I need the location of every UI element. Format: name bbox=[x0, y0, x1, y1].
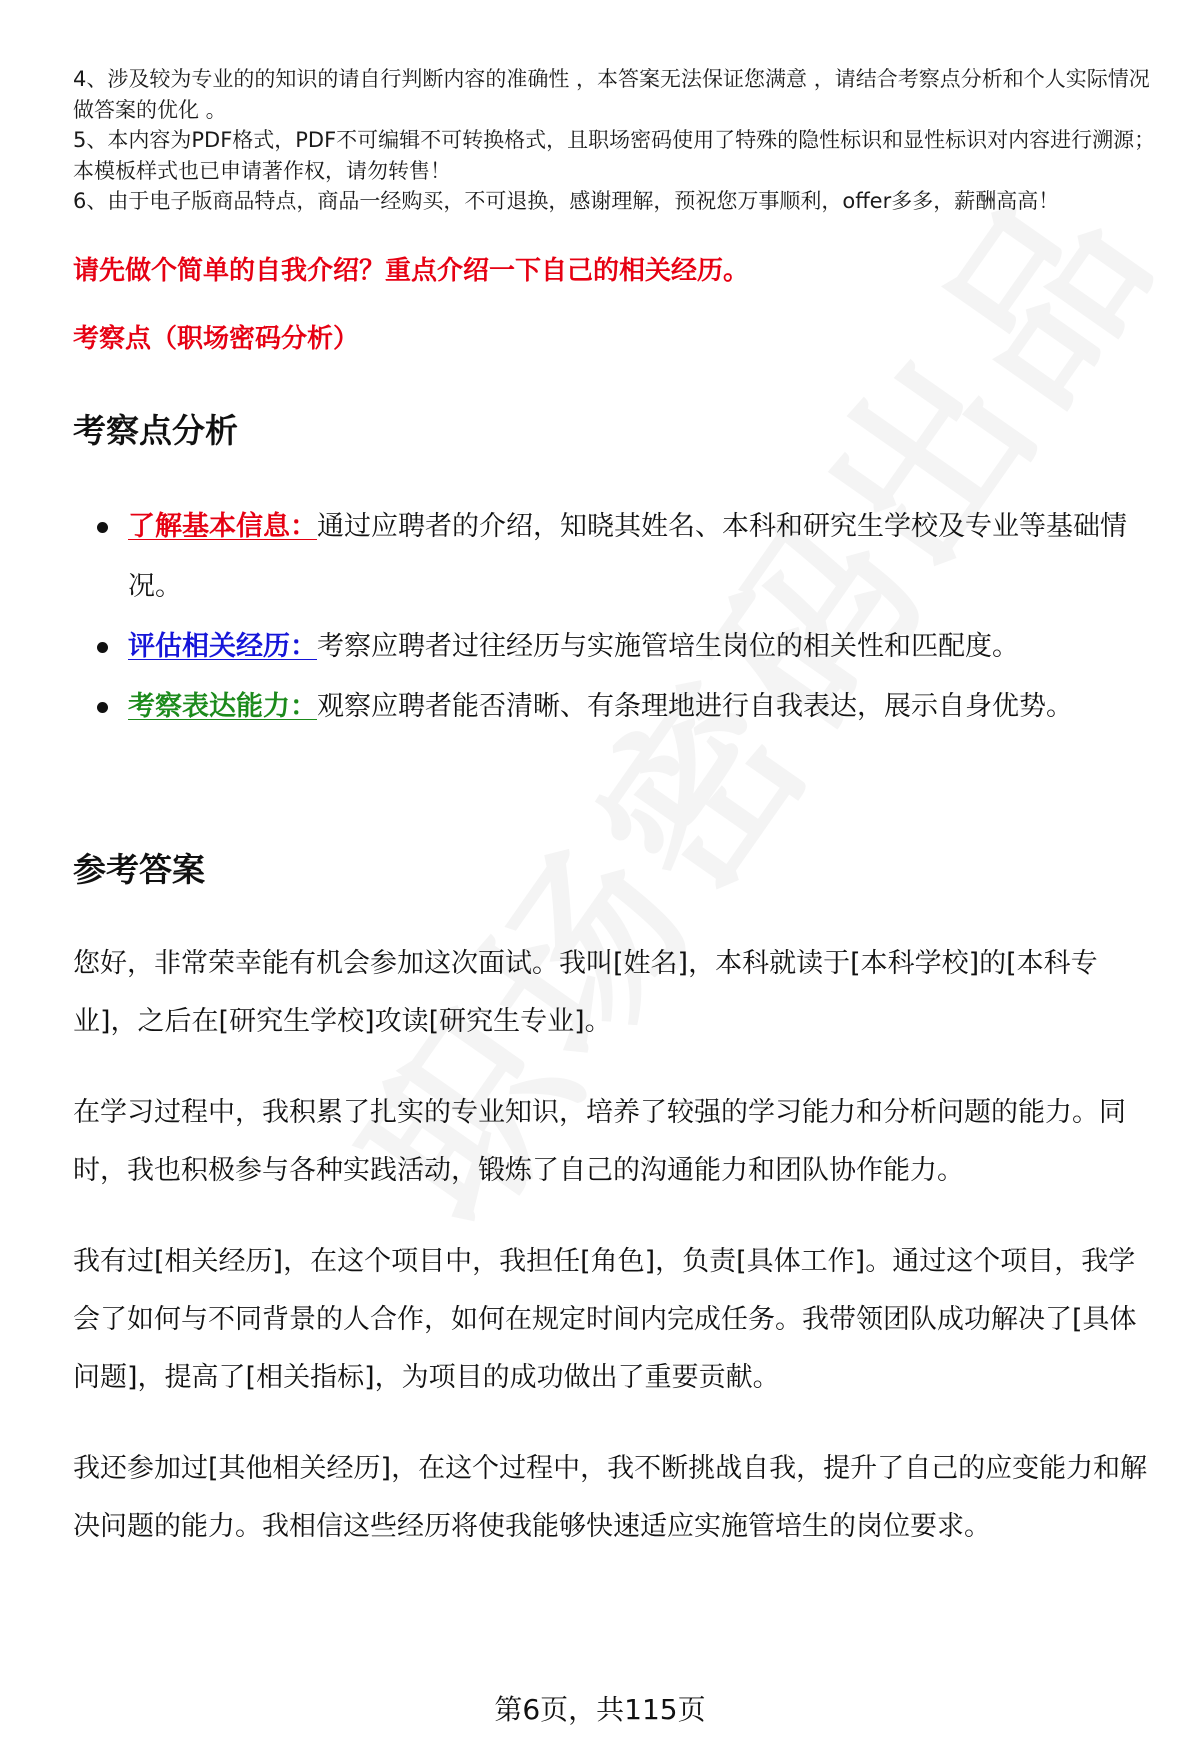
analysis-item-key: 评估相关经历： bbox=[128, 631, 317, 662]
page-number: 第6页，共115页 bbox=[494, 1693, 706, 1726]
note-item: 4、涉及较为专业的的知识的请自行判断内容的准确性 ，本答案无法保证您满意 ，请结合考察点分析和个人实际情况做答案的优化 。 bbox=[73, 67, 1150, 122]
analysis-list bbox=[73, 497, 1153, 737]
analysis-item bbox=[73, 677, 1153, 737]
analysis-item-text: 考察应聘者过往经历与实施管培生岗位的相关性和匹配度。 bbox=[317, 631, 1019, 662]
note-item: 6、由于电子版商品特点，商品一经购买，不可退换，感谢理解，预祝您万事顺利，offer多多，薪酬高高！ bbox=[73, 189, 1060, 213]
notes-list bbox=[73, 64, 1163, 217]
analysis-item-text: 通过应聘者的介绍，知晓其姓名、本科和研究生学校及专业等基础情况。 bbox=[128, 511, 1127, 602]
analysis-item-key: 考察表达能力： bbox=[128, 691, 317, 722]
answer-body bbox=[73, 935, 1158, 1589]
bullet-icon bbox=[97, 522, 108, 533]
interview-question: 请先做个简单的自我介绍？重点介绍一下自己的相关经历。 bbox=[73, 256, 750, 286]
answer-paragraph: 我有过[相关经历]，在这个项目中，我担任[角色]，负责[具体工作]。通过这个项目，我学会了如何与不同背景的人合作，如何在规定时间内完成任务。我带领团队成功解决了[具体问题]，提高了[相关指标]，为项目的成功做出了重要贡献。 bbox=[73, 1246, 1137, 1393]
analysis-item-key: 了解基本信息： bbox=[128, 511, 317, 542]
answer-paragraph: 在学习过程中，我积累了扎实的专业知识，培养了较强的学习能力和分析问题的能力。同时，我也积极参与各种实践活动，锻炼了自己的沟通能力和团队协作能力。 bbox=[73, 1097, 1126, 1186]
analysis-heading: 考察点分析 bbox=[73, 411, 238, 450]
bullet-icon bbox=[97, 702, 108, 713]
analysis-item bbox=[73, 617, 1153, 677]
bullet-icon bbox=[97, 642, 108, 653]
answer-paragraph: 您好，非常荣幸能有机会参加这次面试。我叫[姓名]，本科就读于[本科学校]的[本科专业]，之后在[研究生学校]攻读[研究生专业]。 bbox=[73, 948, 1098, 1037]
analysis-item bbox=[73, 497, 1153, 617]
analysis-item-text: 观察应聘者能否清晰、有条理地进行自我表达，展示自身优势。 bbox=[317, 691, 1073, 722]
answer-paragraph: 我还参加过[其他相关经历]，在这个过程中，我不断挑战自我，提升了自己的应变能力和解决问题的能力。我相信这些经历将使我能够快速适应实施管培生的岗位要求。 bbox=[73, 1453, 1148, 1542]
note-item: 5、本内容为PDF格式，PDF不可编辑不可转换格式，且职场密码使用了特殊的隐性标识和显性标识对内容进行溯源；本模板样式也已申请著作权，请勿转售！ bbox=[73, 128, 1156, 183]
answer-heading: 参考答案 bbox=[73, 850, 205, 889]
analysis-label: 考察点（职场密码分析） bbox=[73, 324, 360, 354]
